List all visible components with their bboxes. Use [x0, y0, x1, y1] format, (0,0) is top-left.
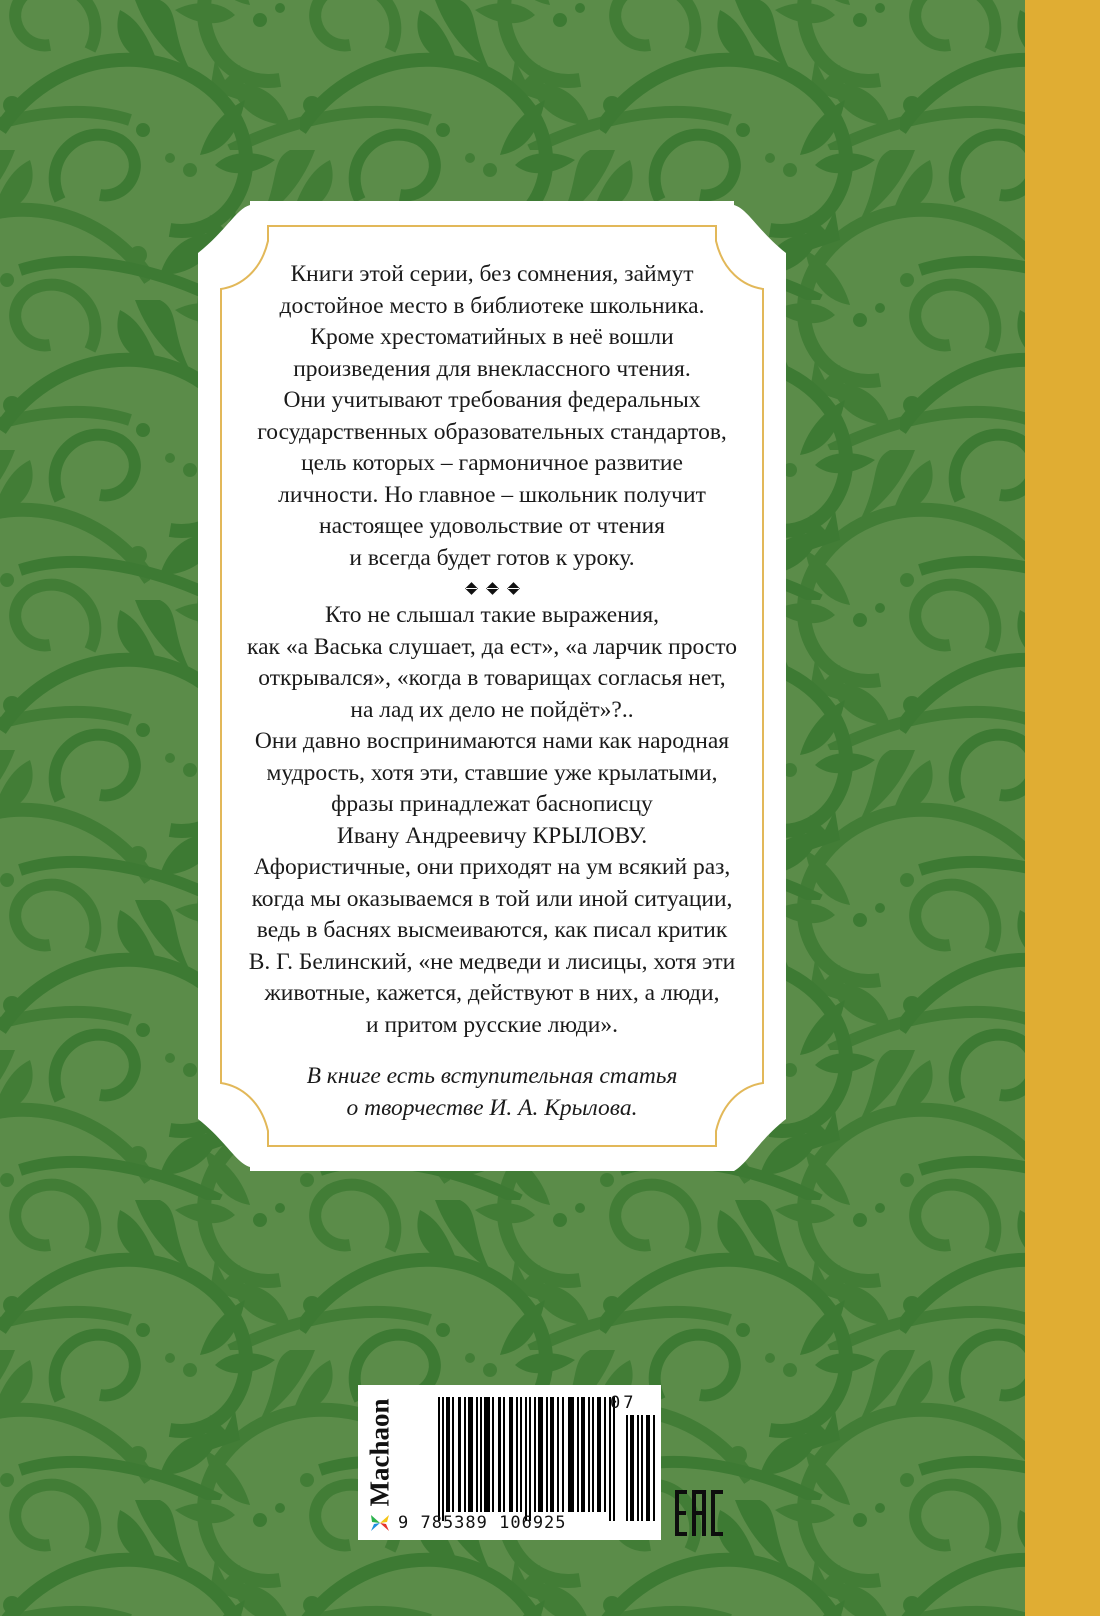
text-line: Кроме хрестоматийных в неё вошли [310, 324, 674, 350]
text-line: настоящее удовольствие от чтения [319, 513, 665, 539]
book-spine [1025, 0, 1100, 1616]
text-line: цель которых – гармоничное развитие [301, 450, 683, 476]
text-line: фразы принадлежат баснописцу [331, 791, 653, 817]
diamond-separator [238, 580, 746, 596]
text-line: как «а Васька слушает, да ест», «а ларчик просто [247, 633, 737, 660]
krylov-description [238, 600, 746, 1041]
text-line: Они учитывают требования федеральных [283, 387, 701, 413]
intro-article-note [238, 1061, 746, 1124]
text-line: государственных образовательных стандартов, [257, 418, 727, 445]
text-line: открывался», «когда в товарищах согласья нет, [258, 665, 726, 691]
text-line: Они давно воспринимаются нами как народная [254, 728, 730, 754]
text-line: о творчестве И. А. Крылова. [346, 1094, 638, 1121]
diamond-icon [467, 584, 476, 593]
barcode-bars [406, 1397, 656, 1527]
panel-text [238, 259, 746, 1148]
text-line: и притом русские люди». [366, 1011, 618, 1038]
butterfly-logo-icon [370, 1513, 390, 1533]
text-line: и всегда будет готов к уроку. [349, 544, 635, 571]
text-line: Книги этой серии, без сомнения, займут [290, 261, 694, 287]
text-line: В книге есть вступительная статья [306, 1063, 678, 1089]
text-line: Кто не слышал такие выражения, [324, 602, 660, 628]
diamond-icon [509, 584, 518, 593]
series-description [238, 259, 746, 574]
barcode-addon: 07 [610, 1393, 637, 1413]
text-line: мудрость, хотя эти, ставшие уже крылатыми, [266, 759, 718, 786]
text-line: личности. Но главное – школьник получит [278, 481, 706, 508]
text-line: В. Г. Белинский, «не медведи и лисицы, хотя эти [248, 948, 736, 975]
publisher-name: Machaon [364, 1398, 395, 1506]
isbn-number: 9 785389 106925 [398, 1513, 567, 1533]
text-line: достойное место в библиотеке школьника. [279, 292, 705, 319]
eac-certification-mark-icon [675, 1490, 723, 1536]
text-line: Ивану Андреевичу КРЫЛОВУ. [336, 822, 648, 849]
text-line: Афористичные, они приходят на ум всякий раз, [253, 854, 731, 880]
text-line: ведь в баснях высмеиваются, как писал критик [256, 917, 728, 943]
publisher-brand [360, 1391, 400, 1536]
text-line: на лад их дело не пойдёт»?.. [350, 696, 634, 723]
diamond-icon [488, 584, 497, 593]
text-line: когда мы оказываемся в той или иной ситуации, [251, 885, 733, 912]
isbn-barcode [358, 1385, 661, 1540]
text-line: животные, кажется, действуют в них, а люди, [264, 980, 720, 1006]
description-panel [198, 201, 786, 1171]
text-line: произведения для внеклассного чтения. [293, 355, 691, 382]
